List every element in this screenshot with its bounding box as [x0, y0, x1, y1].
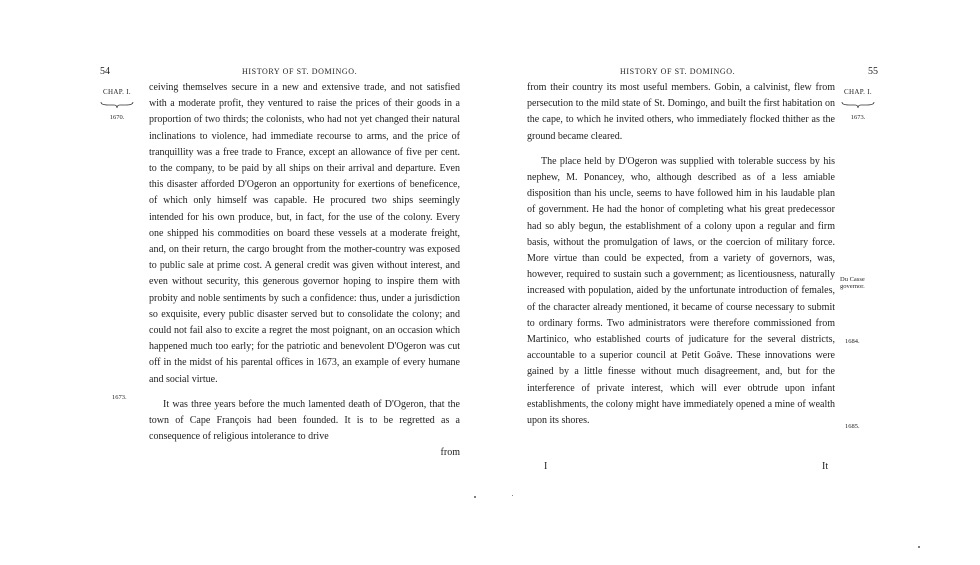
right-signature-mark: I	[544, 461, 548, 472]
right-margin-year: 1673.	[850, 114, 866, 121]
brace-icon	[100, 101, 134, 109]
left-margin-year: 1670.	[109, 114, 125, 121]
right-text-block	[527, 80, 835, 429]
left-paragraph-2: It was three years before the much lamented death of D'Ogeron, that the town of Cape François had been founded. It is to be regretted as a consequence of religious intolerance to drive	[149, 398, 460, 443]
right-chapter-label: CHAP. I.	[844, 88, 872, 96]
left-page-number: 54	[100, 66, 110, 77]
right-catchword: It	[822, 461, 829, 472]
left-running-head: HISTORY OF ST. DOMINGO.	[242, 67, 358, 76]
left-text-block	[149, 80, 460, 462]
right-paragraph-2: The place held by D'Ogeron was supplied with tolerable success by his nephew, M. Ponancey, who, although described as of a less amiable disposition than his uncle, seems to have followed him in his laudable plan of government. He had the honor of completing what his great predecessor had so ably begun, the establishment of a colony upon a regular and firm basis, without the promulgation of laws, or the coercion of military force. More virtue than could be expected, from a variety of governors, was, however, required to sustain such a government; as licentiousness, naturally increased with population, aided by the unfortunate introduction of females, of the character already mentioned, it became of course necessary to submit to ordinary forms. Two administrators were therefore commissioned from Martinico, who established courts of judicature for the several districts, accountable to a superior council at Petit Goâve. These innovations were gained by a little finesse without much disagreement, and, but for the interference of private interest, which will ever obtrude upon infant establishments, the colony might have immediately opened a mine of wealth upon its shores.	[527, 155, 835, 427]
brace-icon	[841, 101, 875, 109]
left-chapter-label: CHAP. I.	[103, 88, 131, 96]
right-margin-year-3: 1685.	[845, 423, 860, 430]
left-margin-year-2: 1673.	[112, 394, 127, 401]
right-chapter-marker	[841, 88, 875, 121]
right-margin-year-2: 1684.	[845, 338, 860, 345]
right-page-number: 55	[868, 66, 878, 77]
left-paragraph-1: ceiving themselves secure in a new and extensive trade, and not satisfied with a moderate profit, they ventured to raise the prices of their goods in a proportion of two thirds; the colonists, who had not yet changed their natural inclinations to violence, had immediate recourse to arms, and the price of tranquillity was a free trade to France, except an allowance of five per cent. to the company, to be paid by all ships on their arrival and departure. Even this disaster afforded D'Ogeron an opportunity for exertions of beneficence, of which only himself was capable. He procured two ships seemingly intended for his own produce, but, in fact, for the use of the colony. Every one shipped his commodities on board these vessels at a moderate freight, and, on their return, the cargo brought from the mother-country was exposed to public sale at prime cost. A general credit was given without interest, and even without security, this generous governor hoping to inspire them with probity and noble sentiments by such a confidence: thus, under a jurisdiction so exquisite, every public disaster served but to consolidate the colony; and could not fail also to excite a regret the most poignant, on an occasion which happened much too early; for the patriotic and benevolent D'Ogeron was cut off in the midst of his parental offices in 1673, an example of every humane and social virtue.	[149, 82, 460, 385]
right-side-note: Du Casse governor.	[840, 276, 865, 290]
left-catchword: from	[440, 447, 460, 459]
scan-speck	[512, 495, 513, 496]
scan-speck	[918, 546, 920, 548]
left-chapter-marker	[100, 88, 134, 121]
right-running-head: HISTORY OF ST. DOMINGO.	[620, 67, 736, 76]
right-paragraph-1: from their country its most useful members. Gobin, a calvinist, flew from persecution to the mild state of St. Domingo, and built the first habitation on the cape, to which he invited others, who immediately flocked thither as the ground became cleared.	[527, 82, 835, 142]
scan-speck	[474, 496, 476, 498]
